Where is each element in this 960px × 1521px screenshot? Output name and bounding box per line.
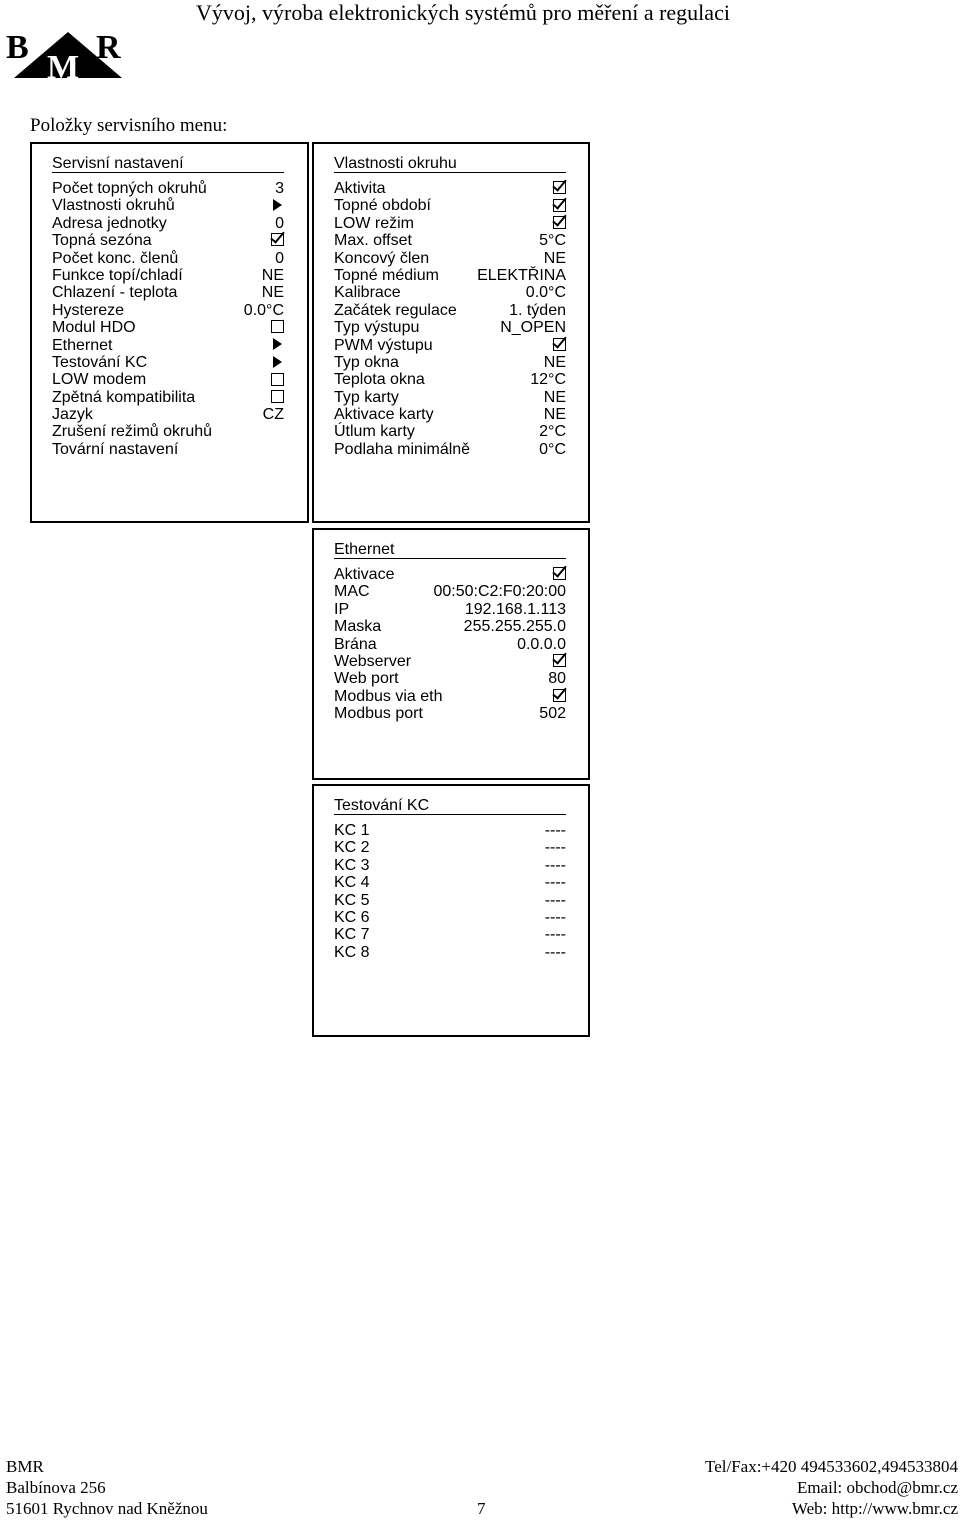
menu-row[interactable] <box>334 892 566 909</box>
menu-row-icon <box>553 653 566 670</box>
panel-title: Vlastnosti okruhu <box>334 155 457 172</box>
panel-title: Servisní nastavení <box>52 155 184 172</box>
menu-row-value: 80 <box>548 670 566 688</box>
menu-row[interactable] <box>334 618 566 635</box>
footer-street: Balbínova 256 <box>6 1478 106 1497</box>
menu-row-label: Jazyk <box>52 406 93 424</box>
menu-row-icon <box>273 354 284 371</box>
menu-row-label: Web port <box>334 670 399 688</box>
footer-address <box>6 1456 208 1519</box>
panel-testovani-kc <box>312 784 590 1037</box>
footer-company: BMR <box>6 1457 44 1476</box>
menu-row[interactable] <box>334 180 566 197</box>
menu-row-icon <box>271 319 284 336</box>
menu-row-label: Vlastnosti okruhů <box>52 197 175 215</box>
menu-row-label: Webserver <box>334 652 412 670</box>
menu-row-value: ---- <box>544 856 566 874</box>
menu-row[interactable] <box>52 441 284 458</box>
menu-row-label: Typ karty <box>334 388 399 406</box>
checkbox-checked-icon <box>553 199 566 212</box>
checkbox-checked-icon <box>553 216 566 229</box>
menu-row[interactable] <box>334 909 566 926</box>
menu-row-label: KC 8 <box>334 943 370 961</box>
checkbox-checked-icon <box>553 338 566 351</box>
menu-row-value: ELEKTŘINA <box>477 266 566 284</box>
menu-row[interactable] <box>52 406 284 423</box>
page-number: 7 <box>477 1499 486 1518</box>
menu-row[interactable] <box>334 822 566 839</box>
menu-row[interactable] <box>334 441 566 458</box>
menu-row-value: ---- <box>544 926 566 944</box>
menu-row[interactable] <box>52 197 284 214</box>
menu-row-value: ---- <box>544 839 566 857</box>
menu-row[interactable] <box>334 423 566 440</box>
menu-row-value: 255.255.255.0 <box>463 618 566 636</box>
menu-row-label: Aktivace karty <box>334 406 434 424</box>
menu-row-label: Počet topných okruhů <box>52 180 207 197</box>
footer-email: Email: obchod@bmr.cz <box>796 1478 958 1497</box>
menu-row[interactable] <box>52 267 284 284</box>
menu-row-label: Typ výstupu <box>334 319 420 337</box>
menu-row[interactable] <box>52 250 284 267</box>
menu-row[interactable] <box>52 354 284 371</box>
menu-row[interactable] <box>52 337 284 354</box>
menu-row-icon <box>553 337 566 354</box>
menu-row-value: 1. týden <box>509 301 566 319</box>
menu-row[interactable] <box>334 215 566 232</box>
panel-ethernet <box>312 528 590 780</box>
menu-row[interactable] <box>334 670 566 687</box>
header-title: Vývoj, výroba elektronických systémů pro měření a regulaci <box>196 0 730 25</box>
menu-row[interactable] <box>52 284 284 301</box>
menu-row-label: MAC <box>334 583 370 601</box>
menu-row-value: ---- <box>544 822 566 839</box>
checkbox-empty-icon <box>271 373 284 386</box>
menu-row-icon <box>273 197 284 214</box>
menu-row-label: KC 1 <box>334 822 370 839</box>
title-rule <box>334 814 566 815</box>
arrow-right-icon <box>273 356 282 368</box>
menu-row-label: KC 6 <box>334 908 370 926</box>
menu-row-icon <box>271 232 284 249</box>
menu-row-label: Chlazení - teplota <box>52 284 178 302</box>
menu-row-icon <box>271 389 284 406</box>
menu-row-value: ---- <box>544 891 566 909</box>
menu-row[interactable] <box>334 406 566 423</box>
menu-row[interactable] <box>334 636 566 653</box>
menu-row[interactable] <box>334 688 566 705</box>
menu-row-label: Brána <box>334 635 377 653</box>
menu-row[interactable] <box>52 215 284 232</box>
menu-row-label: Adresa jednotky <box>52 214 167 232</box>
title-rule <box>334 558 566 559</box>
menu-row-label: Max. offset <box>334 232 412 250</box>
menu-row[interactable] <box>52 371 284 388</box>
menu-row[interactable] <box>334 653 566 670</box>
menu-row-label: Tovární nastavení <box>52 440 179 458</box>
menu-row[interactable] <box>334 197 566 214</box>
menu-row-label: Maska <box>334 618 382 636</box>
menu-row[interactable] <box>334 337 566 354</box>
menu-row-label: KC 5 <box>334 891 370 909</box>
menu-row[interactable] <box>334 601 566 618</box>
panel-servisni-nastaveni <box>30 142 309 523</box>
menu-row[interactable] <box>334 926 566 943</box>
checkbox-empty-icon <box>271 390 284 403</box>
menu-row[interactable] <box>334 371 566 388</box>
menu-rows <box>334 822 566 961</box>
menu-row-label: Topná sezóna <box>52 232 152 250</box>
menu-row-icon <box>553 566 566 583</box>
svg-text:B: B <box>6 29 29 66</box>
checkbox-checked-icon <box>271 233 284 246</box>
menu-row-value: 2°C <box>539 423 566 441</box>
menu-row[interactable] <box>334 232 566 249</box>
menu-row-value: NE <box>543 388 566 406</box>
menu-row[interactable] <box>334 354 566 371</box>
menu-row-label: Útlum karty <box>334 423 415 441</box>
menu-row[interactable] <box>52 232 284 249</box>
checkbox-empty-icon <box>271 320 284 333</box>
menu-row[interactable] <box>52 302 284 319</box>
menu-row[interactable] <box>334 839 566 856</box>
menu-row-value: NE <box>261 266 284 284</box>
menu-row[interactable] <box>334 284 566 301</box>
panel-title: Ethernet <box>334 541 395 558</box>
menu-row[interactable] <box>52 319 284 336</box>
menu-row-label: Modbus port <box>334 705 423 723</box>
menu-row-label: Ethernet <box>52 336 113 354</box>
menu-row-value: ---- <box>544 908 566 926</box>
menu-row-label: Topné médium <box>334 266 439 284</box>
panel-title: Testování KC <box>334 797 430 814</box>
svg-text:R: R <box>96 29 121 66</box>
arrow-right-icon <box>273 338 282 350</box>
panel-vlastnosti-okruhu <box>312 142 590 523</box>
menu-row-icon <box>271 371 284 388</box>
menu-row-label: Topné období <box>334 197 431 215</box>
checkbox-checked-icon <box>553 567 566 580</box>
menu-row-value: 192.168.1.113 <box>464 600 566 618</box>
menu-row[interactable] <box>334 319 566 336</box>
menu-row-value: NE <box>261 284 284 302</box>
menu-row-value: N_OPEN <box>500 319 566 337</box>
menu-row-label: KC 4 <box>334 874 370 892</box>
menu-row[interactable] <box>334 389 566 406</box>
menu-row-value: 0 <box>275 214 284 232</box>
menu-row-value: 0 <box>275 249 284 267</box>
menu-row-value: 502 <box>539 705 566 723</box>
menu-row-value: 0.0°C <box>243 301 284 319</box>
title-rule <box>52 172 284 173</box>
bmr-logo <box>6 28 130 82</box>
menu-row-label: Začátek regulace <box>334 301 457 319</box>
footer-phone: Tel/Fax:+420 494533602,494533804 <box>705 1457 958 1476</box>
menu-row-value: NE <box>543 249 566 267</box>
menu-row-label: Podlaha minimálně <box>334 440 471 458</box>
menu-row-label: Hystereze <box>52 301 125 319</box>
menu-rows <box>52 180 284 458</box>
menu-row[interactable] <box>334 705 566 722</box>
menu-row[interactable] <box>334 857 566 874</box>
checkbox-checked-icon <box>553 181 566 194</box>
menu-row-value: 3 <box>275 180 284 197</box>
menu-row-icon <box>553 688 566 705</box>
intro-text: Položky servisního menu: <box>30 115 228 136</box>
checkbox-checked-icon <box>553 689 566 702</box>
menu-row-label: Modbus via eth <box>334 687 443 705</box>
menu-row-label: LOW režim <box>334 214 414 232</box>
footer-web: Web: http://www.bmr.cz <box>791 1499 958 1518</box>
menu-row-label: Počet konc. členů <box>52 249 179 267</box>
menu-row-icon <box>553 215 566 232</box>
menu-row-value: 5°C <box>539 232 566 250</box>
menu-row-label: LOW modem <box>52 371 147 389</box>
menu-row-icon <box>273 337 284 354</box>
menu-row-value: 0.0.0.0 <box>517 635 566 653</box>
menu-row-label: KC 7 <box>334 926 370 944</box>
menu-row-label: Kalibrace <box>334 284 401 302</box>
menu-row[interactable] <box>334 302 566 319</box>
menu-row[interactable] <box>334 566 566 583</box>
menu-row-label: IP <box>334 600 350 618</box>
menu-row-value: CZ <box>262 406 284 424</box>
footer-city: 51601 Rychnov nad Kněžnou <box>6 1499 208 1518</box>
menu-row[interactable] <box>52 389 284 406</box>
menu-row[interactable] <box>334 874 566 891</box>
menu-row-label: Funkce topí/chladí <box>52 266 183 284</box>
menu-row-value: NE <box>543 353 566 371</box>
menu-row-value: 12°C <box>530 371 566 389</box>
checkbox-checked-icon <box>553 654 566 667</box>
menu-row-value: 00:50:C2:F0:20:00 <box>433 583 566 601</box>
arrow-right-icon <box>273 199 282 211</box>
menu-row-label: Zpětná kompatibilita <box>52 388 196 406</box>
menu-row-label: Zrušení režimů okruhů <box>52 423 213 441</box>
menu-row-label: Modul HDO <box>52 319 136 337</box>
menu-row-label: Aktivace <box>334 566 395 583</box>
menu-row-value: ---- <box>544 874 566 892</box>
menu-row-label: Typ okna <box>334 353 399 371</box>
menu-row-value: 0.0°C <box>525 284 566 302</box>
menu-row-label: KC 2 <box>334 839 370 857</box>
menu-row-label: PWM výstupu <box>334 336 433 354</box>
menu-row[interactable] <box>52 180 284 197</box>
menu-row[interactable] <box>334 267 566 284</box>
menu-row-value: ---- <box>544 943 566 961</box>
menu-rows <box>334 566 566 723</box>
svg-text:M: M <box>47 49 80 82</box>
menu-rows <box>334 180 566 458</box>
menu-row-value: 0°C <box>539 440 566 458</box>
menu-row[interactable] <box>334 250 566 267</box>
footer-contact <box>705 1456 958 1519</box>
menu-row-label: KC 3 <box>334 856 370 874</box>
menu-row-label: Teplota okna <box>334 371 425 389</box>
menu-row-label: Koncový člen <box>334 249 430 267</box>
menu-row[interactable] <box>52 423 284 440</box>
title-rule <box>334 172 566 173</box>
menu-row-value: NE <box>543 406 566 424</box>
menu-row-label: Testování KC <box>52 353 148 371</box>
menu-row-label: Aktivita <box>334 180 386 197</box>
menu-row[interactable] <box>334 583 566 600</box>
menu-row[interactable] <box>334 944 566 961</box>
